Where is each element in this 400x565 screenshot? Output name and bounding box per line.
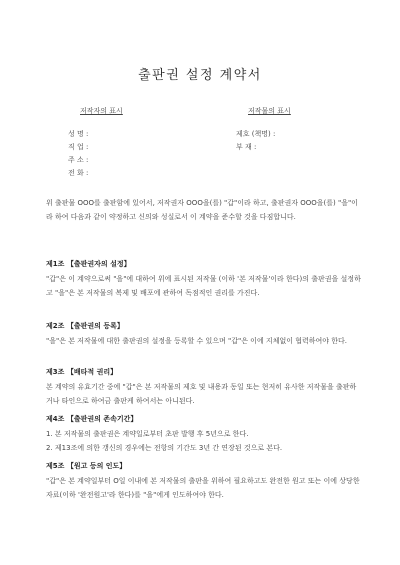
article-title: 【출판권의 존속기간】 xyxy=(66,415,138,423)
article-heading xyxy=(46,413,361,425)
work-fields xyxy=(236,128,275,154)
work-section-header: 저작물의 표시 xyxy=(248,107,291,115)
document-title: 출판권 설정 계약서 xyxy=(138,68,262,83)
article-body: 본 계약의 유효기간 중에 "갑"은 본 저작물의 제호 및 내용과 동일 또는 현저히 유사한 저작물을 출판하거나 타인으로 하여금 출판케 하여서는 아니된다. xyxy=(46,383,357,405)
intro-paragraph: 위 출판물 OOO를 출판함에 있어서, 저작권자 OOO을(를) "갑"이라 하고, 출판권자 OOO을(를) "을"이라 하여 다음과 같이 약정하고 신의와 성실로서 이 계약을 준수할 것을 다짐합니다. xyxy=(46,199,358,221)
article-title: 【출판권자의 설정】 xyxy=(66,260,131,268)
author-section-header: 저작자의 표시 xyxy=(80,107,123,115)
article-number: 제4조 xyxy=(46,415,65,423)
work-subtitle-label: 부 재 : xyxy=(236,143,257,151)
author-phone-label: 전 화 : xyxy=(68,169,89,177)
article-heading xyxy=(46,366,361,378)
author-fields xyxy=(68,128,88,180)
article-1 xyxy=(46,258,361,300)
article-title: 【출판권의 등록】 xyxy=(66,322,124,330)
article-body: "갑"은 본 계약일부터 O일 이내에 본 저작물의 출판을 위하여 필요하고도 완전한 원고 또는 이에 상당한 자료(이하 '완전원고'라 한다)를 "을"에게 인도하여야 한다. xyxy=(46,477,360,499)
article-number: 제3조 xyxy=(46,368,65,376)
article-number: 제2조 xyxy=(46,322,65,330)
article-3 xyxy=(46,366,361,408)
article-number: 제1조 xyxy=(46,260,65,268)
author-job-label: 직 업 : xyxy=(68,143,89,151)
article-4 xyxy=(46,413,361,455)
article-title: 【배타적 권리】 xyxy=(66,368,118,376)
work-title-label: 제호 (책명) : xyxy=(236,130,276,138)
article-body: "갑"은 이 계약으로써 "을"에 대하여 위에 표시된 저작물 (이하 '본 저작물'이라 한다)의 출판권을 설정하고 "을"은 본 저작물의 복제 및 배포에 관하여 독점적인 권리를 가진다. xyxy=(46,275,361,297)
article-body: "을"은 본 저작물에 대한 출판권의 설정을 등록할 수 있으며 "갑"은 이에 지체없이 협력하여야 한다. xyxy=(46,337,347,345)
article-clause-1: 1. 본 저작물의 출판권은 계약일로부터 초판 발행 후 5년으로 한다. xyxy=(46,430,249,438)
article-heading xyxy=(46,460,361,472)
article-number: 제5조 xyxy=(46,462,65,470)
article-title: 【원고 등의 인도】 xyxy=(66,462,127,470)
article-clause-2: 2. 제13조에 의한 갱신의 경우에는 전항의 기간도 3년 간 연장된 것으로 본다. xyxy=(46,444,283,452)
article-5 xyxy=(46,460,361,502)
article-heading xyxy=(46,320,361,332)
author-address-label: 주 소 : xyxy=(68,156,89,164)
author-name-label: 성 명 : xyxy=(68,130,89,138)
article-2 xyxy=(46,320,361,348)
article-heading xyxy=(46,258,361,270)
